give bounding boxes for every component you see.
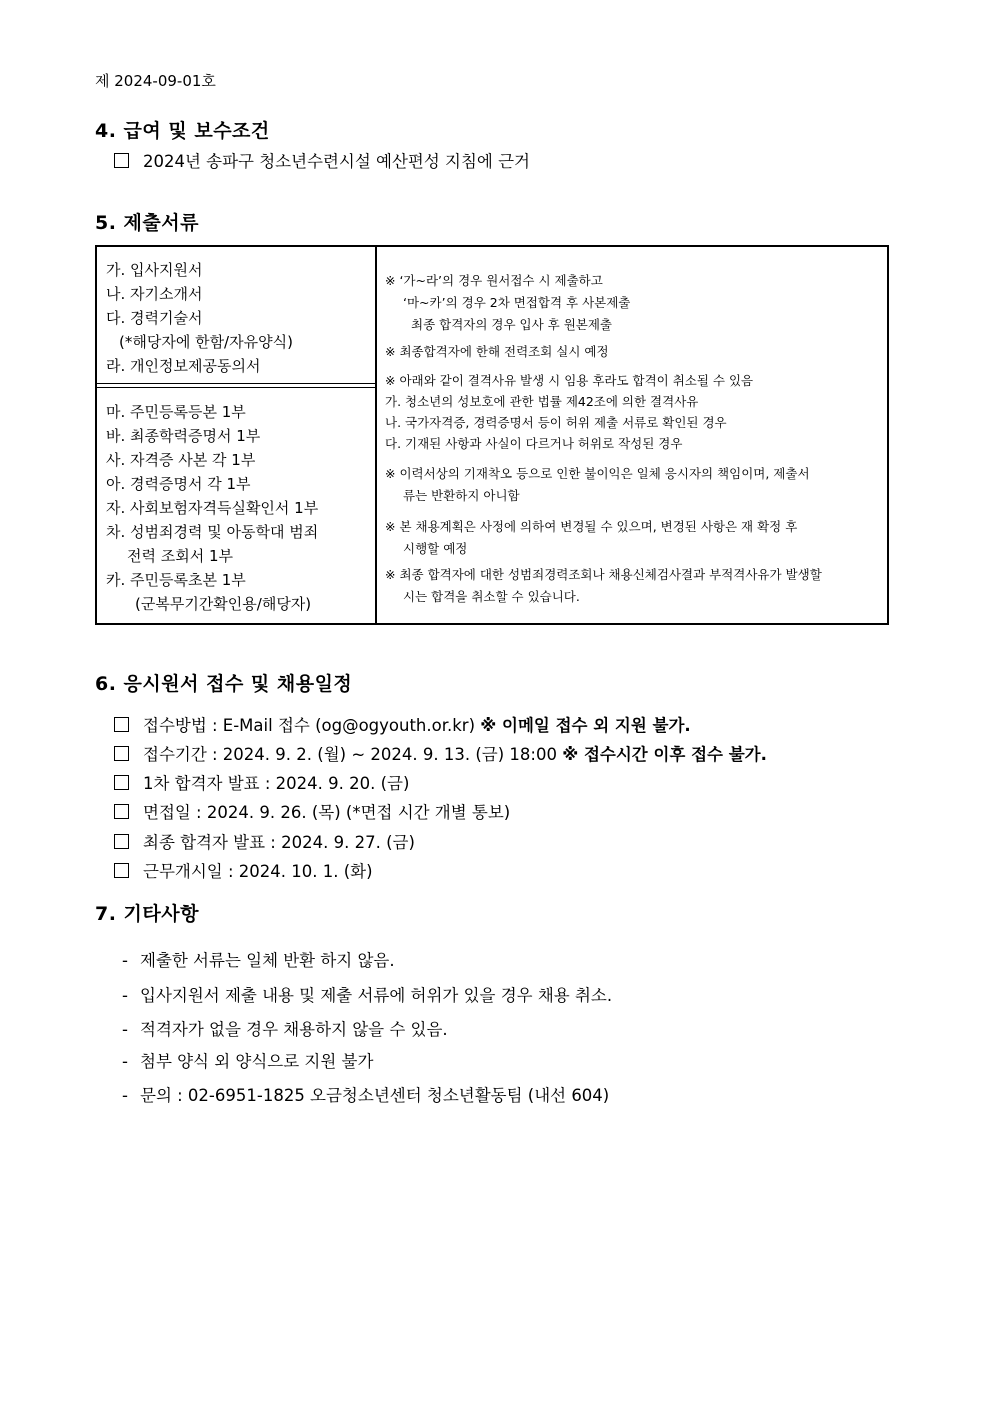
dash-bullet: - (122, 1086, 128, 1105)
note-line: ※ ‘가~라’의 경우 원서접수 시 제출하고 (385, 273, 603, 288)
section5-title: 5. 제출서류 (95, 212, 199, 234)
note-line: 가. 청소년의 성보호에 관한 법률 제42조에 의한 결격사유 (385, 394, 699, 409)
schedule-text: 접수기간 : 2024. 9. 2. (월) ~ 2024. 9. 13. (금) 18:00 (143, 745, 563, 764)
note-line: 류는 반환하지 아니함 (403, 488, 520, 503)
note-line: 시는 합격을 취소할 수 있습니다. (403, 589, 580, 604)
misc-item (122, 1082, 609, 1106)
doc-item: 가. 입사지원서 (106, 261, 203, 279)
schedule-warning: ※ 접수시간 이후 접수 불가. (562, 745, 767, 764)
section4-item-text: 2024년 송파구 청소년수련시설 예산편성 지침에 근거 (143, 152, 530, 171)
note-line: ※ 이력서상의 기재착오 등으로 인한 불이익은 일체 응시자의 책임이며, 제출서 (385, 466, 810, 481)
doc-item: 자. 사회보험자격득실확인서 1부 (106, 499, 319, 517)
section7-title: 7. 기타사항 (95, 903, 199, 925)
schedule-item (114, 858, 373, 882)
misc-item (122, 947, 395, 971)
table-divider (375, 247, 377, 623)
misc-item (122, 982, 612, 1006)
section4-title: 4. 급여 및 보수조건 (95, 120, 270, 142)
doc-number: 제 2024-09-01호 (95, 72, 216, 90)
checkbox-square-icon (114, 834, 129, 849)
dash-bullet: - (122, 1020, 128, 1039)
checkbox-square-icon (114, 775, 129, 790)
schedule-item (114, 829, 415, 853)
doc-item-note: (군복무기간확인용/해당자) (135, 595, 312, 613)
doc-item: 라. 개인정보제공동의서 (106, 357, 261, 375)
doc-item: 사. 자격증 사본 각 1부 (106, 451, 256, 469)
checkbox-square-icon (114, 717, 129, 732)
doc-item: 차. 성범죄경력 및 아동학대 범죄 (106, 523, 319, 541)
schedule-text: 근무개시일 : 2024. 10. 1. (화) (143, 862, 373, 881)
section4-item (114, 148, 530, 172)
note-line: 최종 합격자의 경우 입사 후 원본제출 (411, 317, 612, 332)
schedule-item (114, 712, 691, 736)
checkbox-square-icon (114, 863, 129, 878)
schedule-text: 면접일 : 2024. 9. 26. (목) (*면접 시간 개별 통보) (143, 803, 511, 822)
dash-bullet: - (122, 1052, 128, 1071)
documents-table (95, 245, 889, 625)
note-line: ※ 아래와 같이 결격사유 발생 시 임용 후라도 합격이 취소될 수 있음 (385, 373, 754, 388)
doc-item: 바. 최종학력증명서 1부 (106, 427, 261, 445)
note-line: ※ 본 채용계획은 사정에 의하여 변경될 수 있으며, 변경된 사항은 재 확정 후 (385, 519, 798, 534)
note-line: 다. 기재된 사항과 사실이 다르거나 허위로 작성된 경우 (385, 436, 683, 451)
schedule-warning: ※ 이메일 접수 외 지원 불가. (480, 716, 691, 735)
misc-text: 적격자가 없을 경우 채용하지 않을 수 있음. (140, 1020, 448, 1039)
doc-item: 카. 주민등록초본 1부 (106, 571, 246, 589)
schedule-text: 접수방법 : E-Mail 접수 (og@ogyouth.or.kr) (143, 716, 481, 735)
section6-title: 6. 응시원서 접수 및 채용일정 (95, 673, 353, 695)
doc-item-note: (*해당자에 한함/자유양식) (119, 333, 293, 351)
doc-item: 아. 경력증명서 각 1부 (106, 475, 251, 493)
misc-text: 첨부 양식 외 양식으로 지원 불가 (140, 1052, 374, 1071)
note-line: 나. 국가자격증, 경력증명서 등이 허위 제출 서류로 확인된 경우 (385, 415, 727, 430)
misc-item (122, 1048, 373, 1072)
note-line: ※ 최종 합격자에 대한 성범죄경력조회나 채용신체검사결과 부적격사유가 발생할 (385, 567, 822, 582)
misc-text: 입사지원서 제출 내용 및 제출 서류에 허위가 있을 경우 채용 취소. (140, 986, 613, 1005)
schedule-item (114, 799, 510, 823)
schedule-text: 1차 합격자 발표 : 2024. 9. 20. (금) (143, 774, 410, 793)
note-line: 시행할 예정 (403, 541, 468, 556)
doc-item: 마. 주민등록등본 1부 (106, 403, 246, 421)
dash-bullet: - (122, 951, 128, 970)
doc-item-cont: 전력 조회서 1부 (127, 547, 234, 565)
dash-bullet: - (122, 986, 128, 1005)
checkbox-square-icon (114, 153, 129, 168)
misc-item (122, 1016, 448, 1040)
doc-item: 다. 경력기술서 (106, 309, 203, 327)
checkbox-square-icon (114, 746, 129, 761)
schedule-item (114, 770, 409, 794)
table-double-rule (97, 383, 375, 388)
schedule-item (114, 741, 767, 765)
note-line: ※ 최종합격자에 한해 전력조회 실시 예정 (385, 344, 609, 359)
schedule-text: 최종 합격자 발표 : 2024. 9. 27. (금) (143, 833, 415, 852)
misc-text: 제출한 서류는 일체 반환 하지 않음. (140, 951, 395, 970)
checkbox-square-icon (114, 804, 129, 819)
note-line: ‘마~카’의 경우 2차 면접합격 후 사본제출 (403, 295, 631, 310)
doc-item: 나. 자기소개서 (106, 285, 203, 303)
misc-text: 문의 : 02-6951-1825 오금청소년센터 청소년활동팀 (내선 604) (140, 1086, 610, 1105)
